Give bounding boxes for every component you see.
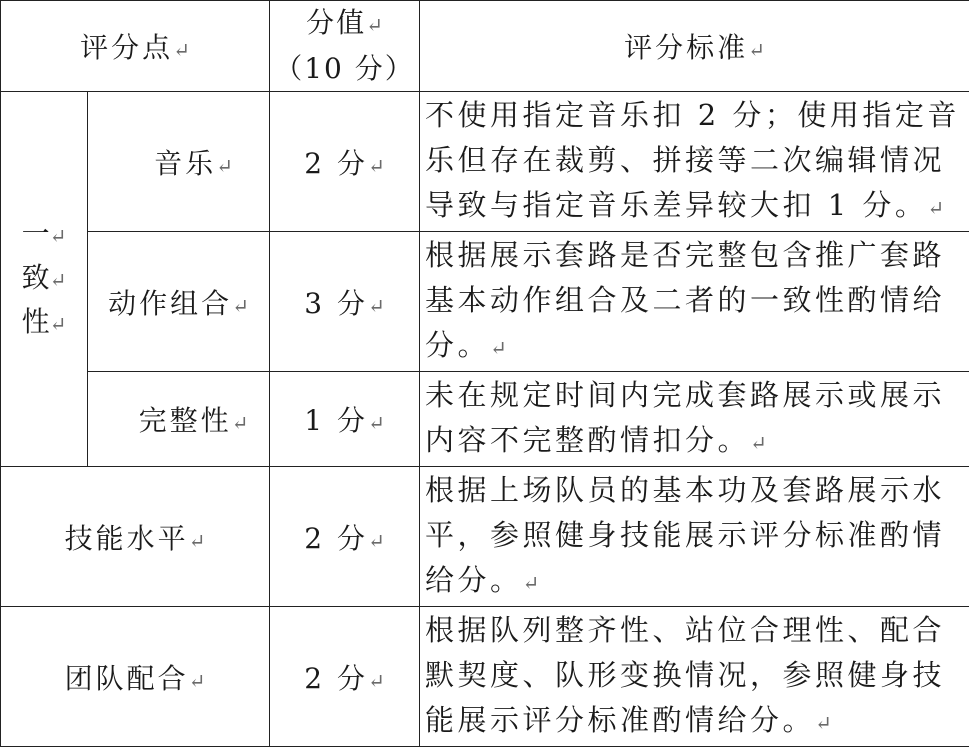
paragraph-mark: ↵	[189, 669, 206, 693]
score-cell	[270, 607, 420, 747]
paragraph-mark: ↵	[927, 196, 944, 220]
header-score-line1: 分值	[306, 6, 366, 39]
paragraph-mark: ↵	[490, 336, 507, 360]
paragraph-mark: ↵	[368, 154, 385, 178]
group-label-char: 一	[22, 217, 50, 250]
paragraph-mark: ↵	[232, 411, 249, 435]
paragraph-mark: ↵	[50, 312, 67, 336]
score-value: 3 分	[304, 287, 368, 320]
standard-cell	[420, 372, 969, 467]
header-standard: 评分标准	[624, 31, 748, 64]
paragraph-mark: ↵	[368, 411, 385, 435]
header-criterion-cell	[1, 1, 270, 92]
paragraph-mark: ↵	[232, 294, 249, 318]
criterion-name: 完整性	[139, 404, 232, 437]
standard-cell	[420, 92, 969, 232]
score-value: 1 分	[304, 404, 368, 437]
score-cell	[270, 92, 420, 232]
score-cell	[270, 467, 420, 607]
paragraph-mark: ↵	[815, 711, 832, 735]
table-row	[1, 372, 969, 467]
criterion-name: 动作组合	[108, 287, 232, 320]
criterion-cell	[1, 607, 270, 747]
paragraph-mark: ↵	[366, 13, 383, 37]
standard-text: 根据展示套路是否完整包含推广套路基本动作组合及二者的一致性酌情给分。	[425, 238, 945, 362]
header-score-line2: （10 分）	[274, 52, 415, 85]
standard-text: 不使用指定音乐扣 2 分；使用指定音乐但存在裁剪、拼接等二次编辑情况导致与指定音乐差异较大扣 1 分。	[425, 98, 960, 222]
standard-cell	[420, 232, 969, 372]
paragraph-mark: ↵	[173, 38, 190, 62]
header-standard-cell	[420, 1, 969, 92]
criterion-cell	[88, 92, 270, 232]
table-row	[1, 607, 969, 747]
standard-text: 根据队列整齐性、站位合理性、配合默契度、队形变换情况，参照健身技能展示评分标准酌情给分。	[425, 613, 945, 737]
score-value: 2 分	[304, 522, 368, 555]
paragraph-mark: ↵	[368, 294, 385, 318]
criterion-cell	[88, 372, 270, 467]
paragraph-mark: ↵	[50, 224, 67, 248]
paragraph-mark: ↵	[189, 529, 206, 553]
criterion-name: 技能水平	[65, 522, 189, 555]
header-row	[1, 1, 969, 92]
group-label-char: 致	[22, 261, 50, 294]
standard-cell	[420, 467, 969, 607]
group-label-consistency	[1, 92, 88, 467]
paragraph-mark: ↵	[750, 431, 767, 455]
paragraph-mark: ↵	[50, 268, 67, 292]
paragraph-mark: ↵	[748, 38, 765, 62]
criterion-name: 团队配合	[65, 662, 189, 695]
criterion-cell	[88, 232, 270, 372]
header-criterion: 评分点	[80, 31, 173, 64]
paragraph-mark: ↵	[368, 529, 385, 553]
criterion-name: 音乐	[154, 147, 216, 180]
table-row	[1, 467, 969, 607]
paragraph-mark: ↵	[368, 669, 385, 693]
score-value: 2 分	[304, 662, 368, 695]
paragraph-mark: ↵	[523, 571, 540, 595]
standard-cell	[420, 607, 969, 747]
score-value: 2 分	[304, 147, 368, 180]
paragraph-mark: ↵	[216, 154, 233, 178]
score-cell	[270, 232, 420, 372]
score-cell	[270, 372, 420, 467]
header-score-cell	[270, 1, 420, 92]
table-row	[1, 92, 969, 232]
criterion-cell	[1, 467, 270, 607]
table-row	[1, 232, 969, 372]
standard-text: 根据上场队员的基本功及套路展示水平，参照健身技能展示评分标准酌情给分。	[425, 473, 945, 597]
group-label-char: 性	[22, 305, 50, 338]
standard-text: 未在规定时间内完成套路展示或展示内容不完整酌情扣分。	[425, 378, 945, 457]
